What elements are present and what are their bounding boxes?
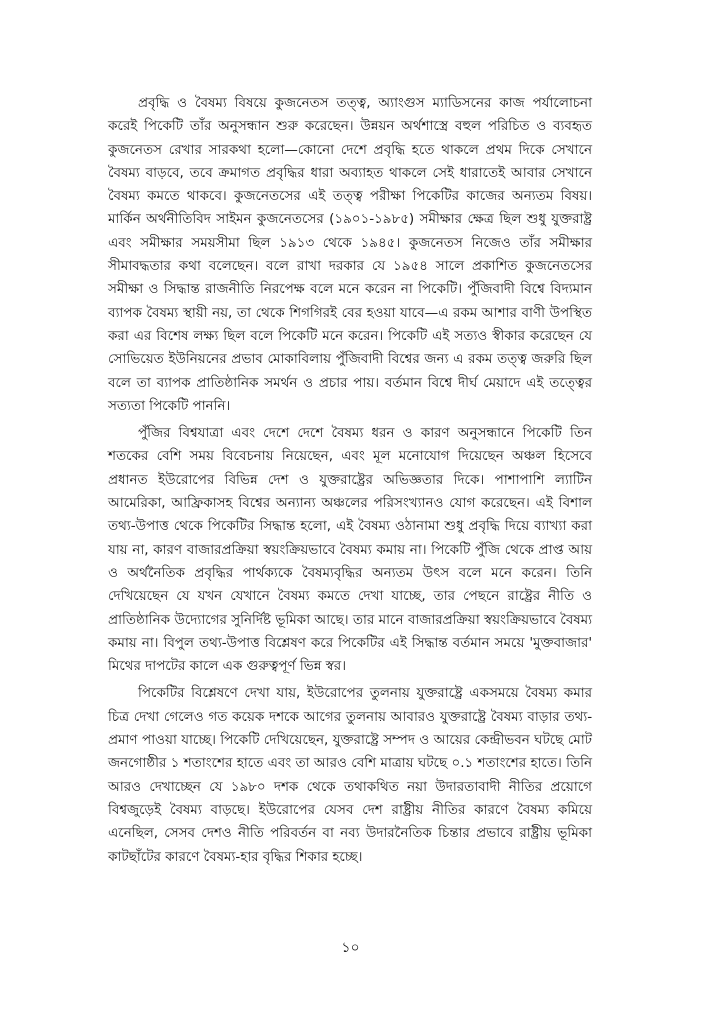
paragraph-3: পিকেটির বিশ্লেষণে দেখা যায়, ইউরোপের তুলনায় যুক্তরাষ্ট্রে একসময়ে বৈষম্য কমার চিত্র দেখা গেলেও গত কয়েক দশকে আগের তুলনায় আবারও যুক্তরাষ্ট্রে বৈষম্য বাড়ার তথ্য-প্রমাণ পাওয়া যাচ্ছে। পিকেটি দেখিয়েছেন, যুক্তরাষ্ট্রে সম্পদ ও আয়ের কেন্দ্রীভবন ঘটছে মোট জনগোষ্ঠীর ১ শতাংশের হাতে এবং তা আরও বেশি মাত্রায় ঘটছে ০.১ শতাংশের হাতে। তিনি আরও দেখাচ্ছেন যে ১৯৮০ দশক থেকে তথাকথিত নয়া উদারতাবাদী নীতির প্রয়োগে বিশ্বজুড়েই বৈষম্য বাড়ছে। ইউরোপের যেসব দেশ রাষ্ট্রীয় নীতির কারণে বৈষম্য কমিয়ে এনেছিল, সেসব দেশও নীতি পরিবর্তন বা নব্য উদারনৈতিক চিন্তার প্রভাবে রাষ্ট্রীয় ভূমিকা কাটছাঁটের কারণে বৈষম্য-হার বৃদ্ধির শিকার হচ্ছে। (108, 685, 592, 865)
page-body (108, 92, 592, 873)
paragraph-1: প্রবৃদ্ধি ও বৈষম্য বিষয়ে কুজনেতস তত্ত্ব, অ্যাংগুস ম্যাডিসনের কাজ পর্যালোচনা করেই পিকেটি তাঁর অনুসন্ধান শুরু করেছেন। উন্নয়ন অর্থশাস্ত্রে বহুল পরিচিত ও ব্যবহৃত কুজনেতস রেখার সারকথা হলো—কোনো দেশে প্রবৃদ্ধি হতে থাকলে প্রথম দিকে সেখানে বৈষম্য বাড়বে, তবে ক্রমাগত প্রবৃদ্ধির ধারা অব্যাহত থাকলে সেই ধারাতেই আবার সেখানে বৈষম্য কমতে থাকবে। কুজনেতসের এই তত্ত্ব পরীক্ষা পিকেটির কাজের অন্যতম বিষয়। মার্কিন অর্থনীতিবিদ সাইমন কুজনেতসের (১৯০১-১৯৮৫) সমীক্ষার ক্ষেত্র ছিল শুধু যুক্তরাষ্ট্র এবং সমীক্ষার সময়সীমা ছিল ১৯১৩ থেকে ১৯৪৫। কুজনেতস নিজেও তাঁর সমীক্ষার সীমাবদ্ধতার কথা বলেছেন। বলে রাখা দরকার যে ১৯৫৪ সালে প্রকাশিত কুজনেতসের সমীক্ষা ও সিদ্ধান্ত রাজনীতি নিরপেক্ষ বলে মনে করেন না পিকেটি। পুঁজিবাদী বিশ্বে বিদ্যমান ব্যাপক বৈষম্য স্থায়ী নয়, তা থেকে শিগগিরই বের হওয়া যাবে—এ রকম আশার বাণী উপস্থিত করা এর বিশেষ লক্ষ্য ছিল বলে পিকেটি মনে করেন। পিকেটি এই সত্যও স্বীকার করেছেন যে সোভিয়েত ইউনিয়নের প্রভাব মোকাবিলায় পুঁজিবাদী বিশ্বের জন্য এ রকম তত্ত্ব জরুরি ছিল বলে তা ব্যাপক প্রাতিষ্ঠানিক সমর্থন ও প্রচার পায়। বর্তমান বিশ্বে দীর্ঘ মেয়াদে এই তত্ত্বের সত্যতা পিকেটি পাননি। (108, 95, 592, 414)
paragraph-2: পুঁজির বিশ্বযাত্রা এবং দেশে দেশে বৈষম্য ধরন ও কারণ অনুসন্ধানে পিকেটি তিন শতকের বেশি সময় বিবেচনায় নিয়েছেন, এবং মূল মনোযোগ দিয়েছেন অঞ্চল হিসেবে প্রধানত ইউরোপের বিভিন্ন দেশ ও যুক্তরাষ্ট্রের অভিজ্ঞতার দিকে। পাশাপাশি ল্যাটিন আমেরিকা, আফ্রিকাসহ বিশ্বের অন্যান্য অঞ্চলের পরিসংখ্যানও যোগ করেছেন। এই বিশাল তথ্য-উপাত্ত থেকে পিকেটির সিদ্ধান্ত হলো, এই বৈষম্য ওঠানামা শুধু প্রবৃদ্ধি দিয়ে ব্যাখ্যা করা যায় না, কারণ বাজারপ্রক্রিয়া স্বয়ংক্রিয়ভাবে বৈষম্য কমায় না। পিকেটি পুঁজি থেকে প্রাপ্ত আয় ও অর্থনৈতিক প্রবৃদ্ধির পার্থক্যকে বৈষম্যবৃদ্ধির অন্যতম উৎস বলে মনে করেন। তিনি দেখিয়েছেন যে যখন যেখানে বৈষম্য কমতে দেখা যাচ্ছে, তার পেছনে রাষ্ট্রের নীতি ও প্রাতিষ্ঠানিক উদ্যোগের সুনির্দিষ্ট ভূমিকা আছে। তার মানে বাজারপ্রক্রিয়া স্বয়ংক্রিয়ভাবে বৈষম্য কমায় না। বিপুল তথ্য-উপাত্ত বিশ্লেষণ করে পিকেটির এই সিদ্ধান্ত বর্তমান সময়ে 'মুক্তবাজার' মিথের দাপটের কালে এক গুরুত্বপূর্ণ ভিন্ন স্বর। (108, 425, 592, 675)
page-number: ১০ (341, 940, 360, 956)
